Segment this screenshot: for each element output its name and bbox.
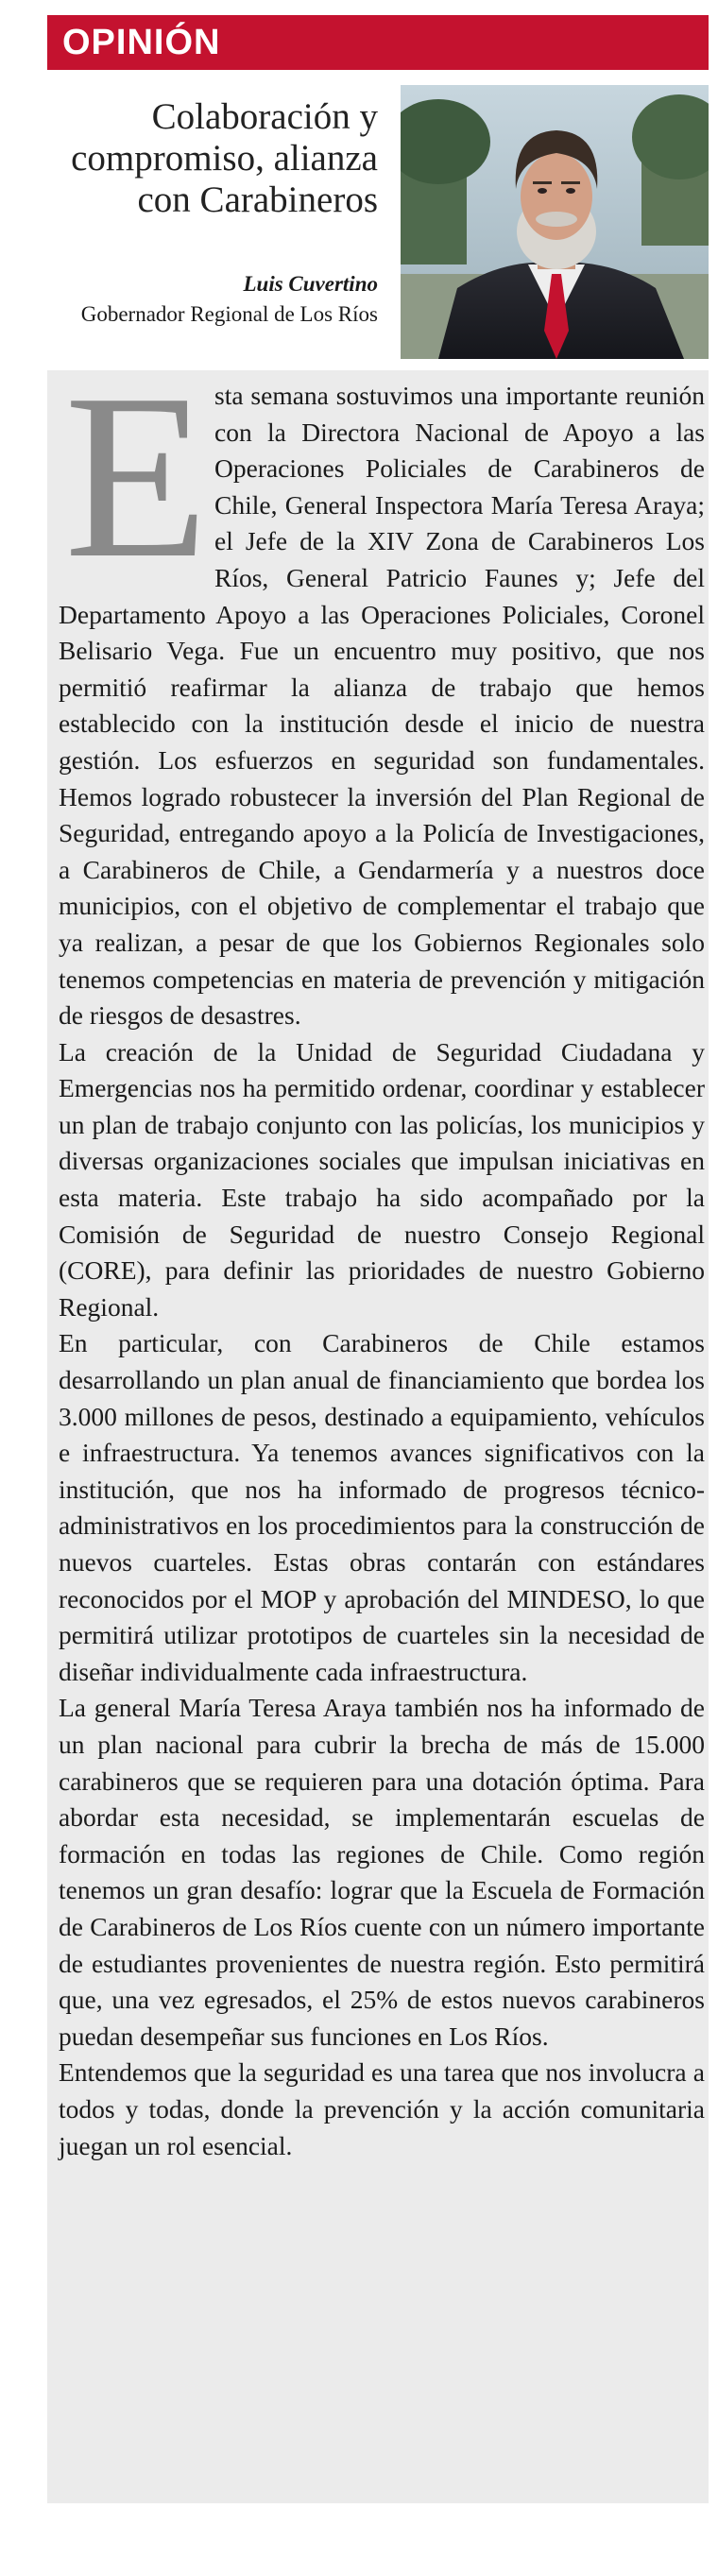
opinion-page xyxy=(47,0,709,2503)
author-portrait-icon xyxy=(401,85,709,359)
article-body xyxy=(59,346,705,2164)
author-role: Gobernador Regional de Los Ríos xyxy=(80,302,378,326)
drop-cap: E xyxy=(64,346,209,607)
article-paragraph: sta semana sostuvimos una importante reunión con la Directora Nacional de Apoyo a las Operaciones Policiales de Carabineros de Chile, General Inspectora María Teresa Araya; el Jefe de la XIV Zona de Carabineros Los Ríos, General Patricio Faunes y; Jefe del Departamento Apoyo a las Operaciones Policiales, Coronel Belisario Vega. Fue un encuentro muy positivo, que nos permitió reafirmar la alianza de trabajo que hemos establecido con la institución desde el inicio de nuestra gestión. Los esfuerzos en seguridad son fundamentales. Hemos logrado robustecer la inversión del Plan Regional de Seguridad, entregando apoyo a la Policía de Investigaciones, a Carabineros de Chile, a Gendarmería y a nuestros doce municipios, con el objetivo de complementar el trabajo que ya realizan, a pesar de que los Gobiernos Regionales solo tenemos competencias en materia de prevención y mitigación de riesgos de desastres. xyxy=(59,381,705,1031)
section-header-bar xyxy=(47,15,709,70)
article-paragraph: La creación de la Unidad de Seguridad Ciudadana y Emergencias nos ha permitido ordenar, coordinar y establecer un plan de trabajo conjunto con las policías, los municipios y diversas organizaciones sociales que impulsan iniciativas en esta materia. Este trabajo ha sido acompañado por la Comisión de Seguridad de nuestro Consejo Regional (CORE), para definir las prioridades de nuestro Gobierno Regional. xyxy=(59,1036,705,1322)
article-paragraph: En particular, con Carabineros de Chile estamos desarrollando un plan anual de financiamiento que bordea los 3.000 millones de pesos, destinado a equipamiento, vehículos e infraestructura. Ya tenemos avances significativos con la institución, que nos ha informado de progresos técnico-administrativos en los procedimientos para la construcción de nuevos cuarteles. Estas obras contarán con estándares reconocidos por el MOP y aprobación del MINDESO, lo que permitirá utilizar prototipos de cuarteles sin la necesidad de diseñar individualmente cada infraestructura. xyxy=(59,1328,705,1686)
article-headline: Colaboración y compromiso, alianza con Carabineros xyxy=(71,96,378,220)
article-paragraph: Entendemos que la seguridad es una tarea que nos involucra a todos y todas, donde la prevención y la acción comunitaria juegan un rol esencial. xyxy=(59,2057,705,2160)
author-photo xyxy=(401,85,709,359)
section-label: OPINIÓN xyxy=(62,23,221,62)
author-name: Luis Cuvertino xyxy=(243,272,378,296)
article-paragraph: La general María Teresa Araya también nos ha informado de un plan nacional para cubrir la brecha de más de 15.000 carabineros que se requieren para una dotación óptima. Para abordar esta necesidad, se implementarán escuelas de formación en todas las regiones de Chile. Como región tenemos un gran desafío: lograr que la Escuela de Formación de Carabineros de Los Ríos cuente con un número importante de estudiantes provenientes de nuestra región. Esto permitirá que, una vez egresados, el 25% de estos nuevos carabineros puedan desempeñar sus funciones en Los Ríos. xyxy=(59,1693,705,2051)
